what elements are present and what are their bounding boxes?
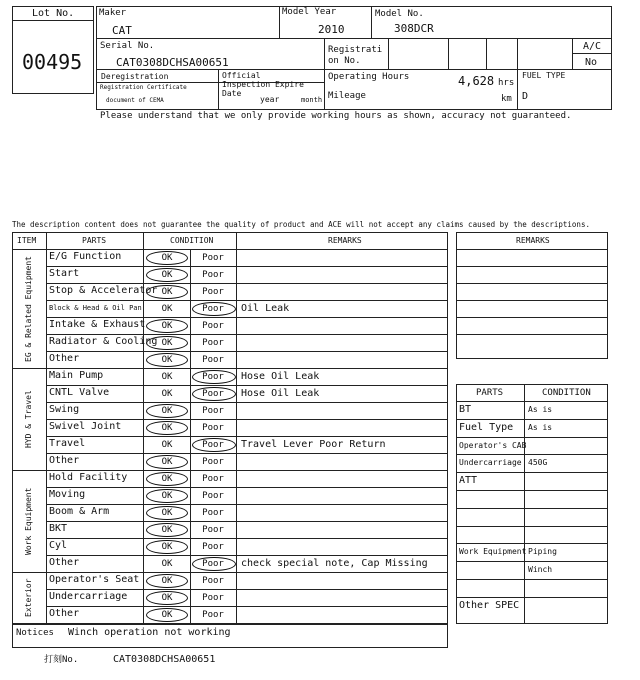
poor-label: Poor	[202, 321, 224, 331]
remark-text: Oil Leak	[241, 303, 290, 314]
serial-label: Serial No.	[100, 41, 155, 51]
part-label: Swing	[49, 404, 80, 415]
ok-label: OK	[161, 372, 173, 382]
serial-value: CAT0308DCHSA00651	[116, 56, 229, 69]
notices-value: Winch operation not working	[68, 627, 231, 638]
poor-label: Poor	[202, 372, 224, 382]
ok-circle	[146, 540, 188, 554]
ok-label: OK	[161, 270, 173, 280]
year-label: year	[260, 95, 280, 104]
ok-circle	[146, 489, 188, 503]
ok-label: OK	[161, 457, 173, 467]
poor-label: Poor	[202, 423, 224, 433]
part-label: Moving	[49, 489, 86, 500]
poor-label: Poor	[202, 338, 224, 348]
registration-label: Registrati on No.	[328, 45, 383, 66]
mileage-label: Mileage	[328, 91, 366, 101]
part-label: Other	[49, 557, 80, 568]
part-label: Other	[49, 608, 80, 619]
fuel-type-value: D	[522, 91, 529, 102]
right-part-label: Fuel Type	[459, 422, 514, 433]
ok-label: OK	[161, 389, 173, 399]
ok-circle	[146, 455, 188, 469]
ok-circle	[146, 251, 188, 265]
right-remarks-header: REMARKS	[516, 236, 550, 245]
ok-circle	[146, 268, 188, 282]
ok-circle	[146, 336, 188, 350]
right-part-label: Operator's CAB	[459, 441, 527, 450]
lot-number: 00495	[22, 50, 83, 74]
ok-circle	[146, 472, 188, 486]
model-no-label: Model No.	[375, 9, 424, 19]
poor-label: Poor	[202, 253, 224, 263]
ok-label: OK	[161, 423, 173, 433]
ok-circle	[146, 608, 188, 622]
right-part-label: BT	[459, 404, 472, 415]
part-label: Block & Head & Oil Pan	[49, 304, 142, 312]
poor-label: Poor	[202, 270, 224, 280]
part-label: Cyl	[49, 540, 68, 551]
right-part-label: ATT	[459, 475, 478, 486]
stamp-value: CAT0308DCHSA00651	[113, 654, 216, 665]
hrs-unit: hrs	[498, 78, 515, 88]
operating-hours-label: Operating Hours	[328, 72, 410, 82]
item-header: ITEM	[17, 236, 37, 245]
poor-label: Poor	[202, 542, 224, 552]
part-label: Main Pump	[49, 370, 104, 381]
ok-label: OK	[161, 559, 173, 569]
ok-label: OK	[161, 474, 173, 484]
poor-label: Poor	[202, 576, 224, 586]
ok-circle	[146, 319, 188, 333]
poor-circle	[192, 438, 236, 452]
ok-label: OK	[161, 440, 173, 450]
ok-label: OK	[161, 287, 173, 297]
official-inspection-label: Official Inspection Expire Date	[222, 71, 304, 98]
right-condition-header: CONDITION	[542, 388, 591, 398]
remark-text: check special note, Cap Missing	[241, 558, 428, 569]
ok-label: OK	[161, 338, 173, 348]
km-unit: km	[501, 94, 512, 104]
ac-label: A/C	[583, 41, 602, 52]
group-label: Exterior	[24, 578, 33, 617]
fuel-type-label: FUEL TYPE	[522, 71, 566, 80]
poor-circle	[192, 557, 236, 571]
poor-label: Poor	[202, 474, 224, 484]
group-label: EG & Related Equipment	[24, 255, 33, 362]
ok-label: OK	[161, 321, 173, 331]
notices-label: Notices	[16, 628, 54, 638]
poor-label: Poor	[202, 304, 224, 314]
part-label: Stop & Accelerator	[49, 285, 158, 296]
ok-circle	[146, 404, 188, 418]
model-year-label: Model Year	[282, 7, 337, 17]
part-label: Swivel Joint	[49, 421, 122, 432]
part-label: Intake & Exhaust	[49, 319, 146, 330]
right-parts-header: PARTS	[476, 388, 504, 398]
disclaimer: The description content does not guarantee the quality of product and ACE will not accept any claims caused by the descriptions.	[12, 220, 590, 229]
poor-label: Poor	[202, 610, 224, 620]
ok-circle	[146, 523, 188, 537]
poor-label: Poor	[202, 287, 224, 297]
ok-label: OK	[161, 610, 173, 620]
part-label: Other	[49, 455, 80, 466]
poor-label: Poor	[202, 440, 224, 450]
remark-text: Hose Oil Leak	[241, 371, 320, 382]
part-label: BKT	[49, 523, 68, 534]
ok-label: OK	[161, 593, 173, 603]
parts-header: PARTS	[82, 236, 107, 245]
lot-label: Lot No.	[32, 8, 75, 19]
ac-value: No	[585, 57, 598, 68]
right-part-label: Work Equipment	[459, 547, 527, 556]
poor-label: Poor	[202, 559, 224, 569]
ok-label: OK	[161, 491, 173, 501]
right-condition-value: As is	[528, 405, 553, 414]
poor-label: Poor	[202, 457, 224, 467]
poor-circle	[192, 387, 236, 401]
poor-circle	[192, 302, 236, 316]
ok-circle	[146, 353, 188, 367]
ok-label: OK	[161, 576, 173, 586]
condition-header: CONDITION	[170, 236, 214, 245]
hours-value: 4,628	[458, 74, 495, 88]
month-label: month	[301, 96, 323, 104]
poor-label: Poor	[202, 593, 224, 603]
ok-circle	[146, 421, 188, 435]
ok-label: OK	[161, 508, 173, 518]
poor-label: Poor	[202, 491, 224, 501]
ok-circle	[146, 506, 188, 520]
part-label: Start	[49, 268, 80, 279]
right-condition-value: Winch	[528, 565, 553, 574]
ok-circle	[146, 591, 188, 605]
part-label: Other	[49, 353, 80, 364]
poor-label: Poor	[202, 355, 224, 365]
ok-label: OK	[161, 355, 173, 365]
poor-label: Poor	[202, 508, 224, 518]
right-part-label: Other SPEC	[459, 600, 520, 611]
maker-value: CAT	[112, 24, 132, 37]
part-label: Operator's Seat	[49, 574, 140, 585]
part-label: Radiator & Cooling	[49, 336, 158, 347]
part-label: CNTL Valve	[49, 387, 110, 398]
document-of-cema: document of CEMA	[106, 97, 164, 104]
ok-label: OK	[161, 304, 173, 314]
ok-label: OK	[161, 542, 173, 552]
deregistration-label: Deregistration	[101, 72, 169, 81]
ok-label: OK	[161, 406, 173, 416]
header-note: Please understand that we only provide working hours as shown, accuracy not guaranteed.	[100, 111, 572, 121]
right-part-label: Undercarriage	[459, 458, 522, 467]
right-condition-value: 450G	[528, 458, 548, 467]
ok-label: OK	[161, 253, 173, 263]
right-condition-value: Piping	[528, 547, 557, 556]
maker-label: Maker	[99, 8, 127, 18]
part-label: Hold Facility	[49, 472, 128, 483]
ok-circle	[146, 574, 188, 588]
remark-text: Travel Lever Poor Return	[241, 439, 386, 450]
part-label: Travel	[49, 438, 86, 449]
model-year-value: 2010	[318, 23, 345, 36]
remark-text: Hose Oil Leak	[241, 388, 320, 399]
part-label: E/G Function	[49, 251, 122, 262]
stamp-label: 打刻No.	[44, 655, 79, 665]
part-label: Undercarriage	[49, 591, 128, 602]
poor-label: Poor	[202, 389, 224, 399]
group-label: Work Equipment	[24, 487, 33, 555]
part-label: Boom & Arm	[49, 506, 110, 517]
ok-circle	[146, 285, 188, 299]
ok-label: OK	[161, 525, 173, 535]
right-condition-value: As is	[528, 423, 553, 432]
poor-circle	[192, 370, 236, 384]
registration-certificate: Registration Certificate	[100, 84, 187, 91]
poor-label: Poor	[202, 525, 224, 535]
model-no-value: 308DCR	[394, 22, 434, 35]
poor-label: Poor	[202, 406, 224, 416]
remarks-header: REMARKS	[328, 236, 362, 245]
group-label: HYD & Travel	[24, 390, 33, 448]
